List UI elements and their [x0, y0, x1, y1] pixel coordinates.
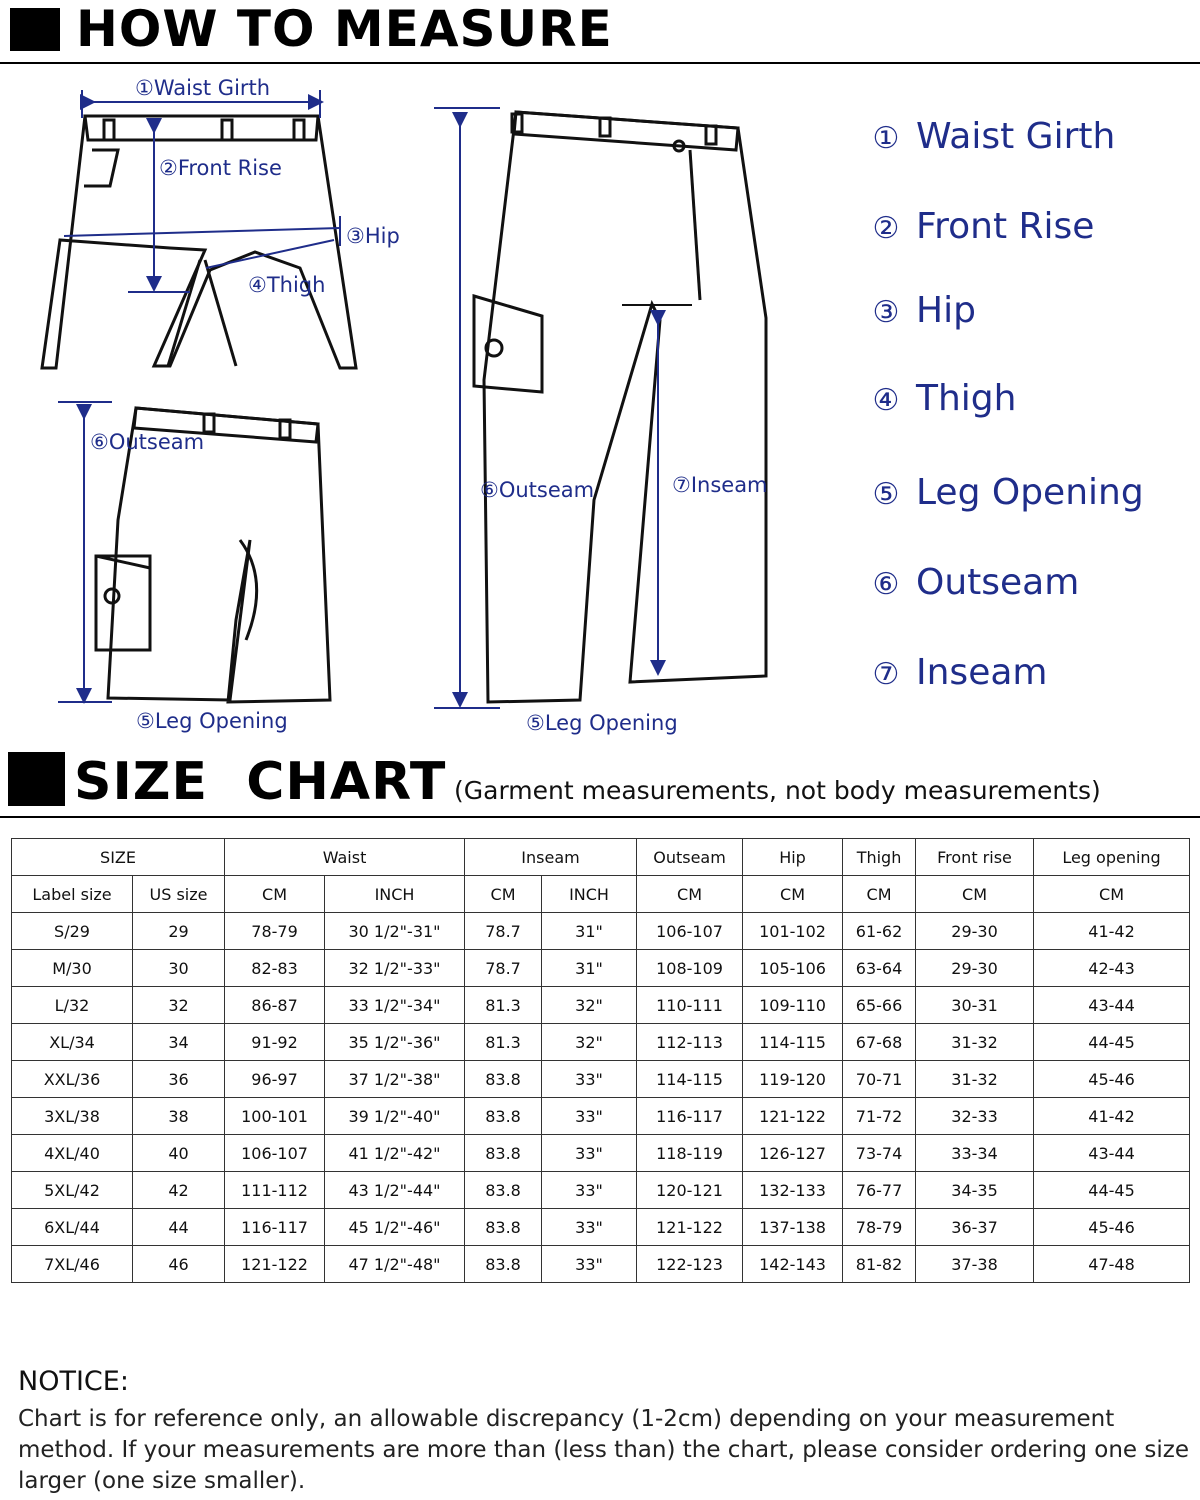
table-cell: 120-121	[637, 1172, 743, 1209]
legend-item-thigh	[866, 378, 1016, 424]
table-group-header-row	[12, 839, 1190, 876]
table-cell: 109-110	[743, 987, 843, 1024]
legend-item-waist-girth	[866, 116, 1115, 162]
table-cell: 126-127	[743, 1135, 843, 1172]
legend-number: ④	[872, 383, 900, 418]
table-cell: 33"	[542, 1246, 637, 1283]
table-cell: 116-117	[637, 1098, 743, 1135]
legend-number: ①	[872, 121, 900, 156]
legend-number: ②	[872, 211, 900, 246]
table-cell: 114-115	[637, 1061, 743, 1098]
table-cell: 108-109	[637, 950, 743, 987]
table-cell: 121-122	[637, 1209, 743, 1246]
table-cell: 45-46	[1034, 1061, 1190, 1098]
table-cell: 41 1/2"-42"	[325, 1135, 465, 1172]
legend-label: Inseam	[916, 652, 1048, 693]
table-row	[12, 1209, 1190, 1246]
table-cell: 83.8	[465, 1246, 542, 1283]
table-cell: 39 1/2"-40"	[325, 1098, 465, 1135]
subheader-cell: CM	[1034, 876, 1190, 913]
table-cell: 33"	[542, 1209, 637, 1246]
table-cell: 83.8	[465, 1135, 542, 1172]
table-cell: 41-42	[1034, 1098, 1190, 1135]
measurement-diagram	[0, 64, 1200, 754]
legend-item-outseam	[866, 562, 1079, 608]
table-cell: M/30	[12, 950, 133, 987]
legend-label: Outseam	[916, 562, 1080, 603]
table-cell: 44-45	[1034, 1172, 1190, 1209]
subheader-cell: US size	[133, 876, 225, 913]
table-cell: L/32	[12, 987, 133, 1024]
table-cell: 29	[133, 913, 225, 950]
label-leg-opening-left: ⑤Leg Opening	[136, 709, 288, 733]
table-row	[12, 1135, 1190, 1172]
legend-label: Front Rise	[916, 206, 1095, 247]
table-cell: 43-44	[1034, 1135, 1190, 1172]
table-row	[12, 1246, 1190, 1283]
table-cell: S/29	[12, 913, 133, 950]
subheader-cell: CM	[465, 876, 542, 913]
table-cell: 101-102	[743, 913, 843, 950]
header-hip: Hip	[743, 839, 843, 876]
header-front-rise: Front rise	[916, 839, 1034, 876]
subheader-cell: INCH	[325, 876, 465, 913]
table-cell: 40	[133, 1135, 225, 1172]
table-cell: 121-122	[225, 1246, 325, 1283]
subheader-cell: Label size	[12, 876, 133, 913]
front-view-pants	[42, 116, 356, 368]
table-cell: 118-119	[637, 1135, 743, 1172]
table-cell: 31"	[542, 950, 637, 987]
table-cell: 111-112	[225, 1172, 325, 1209]
table-cell: 43-44	[1034, 987, 1190, 1024]
table-cell: 45-46	[1034, 1209, 1190, 1246]
table-row	[12, 987, 1190, 1024]
table-cell: 81.3	[465, 987, 542, 1024]
how-to-measure-title: HOW TO MEASURE	[76, 0, 613, 58]
legend-label: Thigh	[916, 378, 1017, 419]
table-cell: 31-32	[916, 1024, 1034, 1061]
subheader-cell: CM	[743, 876, 843, 913]
table-cell: 37 1/2"-38"	[325, 1061, 465, 1098]
table-cell: 33 1/2"-34"	[325, 987, 465, 1024]
table-cell: 142-143	[743, 1246, 843, 1283]
table-cell: 6XL/44	[12, 1209, 133, 1246]
label-leg-opening-right: ⑤Leg Opening	[526, 711, 678, 735]
table-cell: 82-83	[225, 950, 325, 987]
label-thigh: ④Thigh	[248, 273, 326, 297]
table-cell: 105-106	[743, 950, 843, 987]
table-cell: 33-34	[916, 1135, 1034, 1172]
header-leg-opening: Leg opening	[1034, 839, 1190, 876]
table-cell: 41-42	[1034, 913, 1190, 950]
table-cell: 91-92	[225, 1024, 325, 1061]
table-cell: 46	[133, 1246, 225, 1283]
size-chart-title: SIZE CHART	[74, 752, 447, 812]
long-cargo-pants	[474, 112, 766, 702]
table-cell: 61-62	[843, 913, 916, 950]
label-inseam-right: ⑦Inseam	[672, 473, 768, 497]
subheader-cell: CM	[843, 876, 916, 913]
subheader-cell: CM	[637, 876, 743, 913]
table-cell: 42	[133, 1172, 225, 1209]
table-cell: 5XL/42	[12, 1172, 133, 1209]
label-outseam-right: ⑥Outseam	[480, 478, 595, 502]
header-size: SIZE	[12, 839, 225, 876]
table-cell: 7XL/46	[12, 1246, 133, 1283]
legend-label: Hip	[916, 290, 976, 331]
size-chart-table	[11, 838, 1190, 1283]
table-cell: 70-71	[843, 1061, 916, 1098]
table-cell: 83.8	[465, 1061, 542, 1098]
table-cell: 47 1/2"-48"	[325, 1246, 465, 1283]
legend-number: ⑤	[872, 477, 900, 512]
table-cell: 33"	[542, 1135, 637, 1172]
table-cell: 32	[133, 987, 225, 1024]
table-cell: 114-115	[743, 1024, 843, 1061]
notice-title: NOTICE:	[18, 1366, 129, 1397]
table-cell: 4XL/40	[12, 1135, 133, 1172]
table-cell: 32-33	[916, 1098, 1034, 1135]
table-cell: 45 1/2"-46"	[325, 1209, 465, 1246]
table-cell: 33"	[542, 1172, 637, 1209]
table-cell: 65-66	[843, 987, 916, 1024]
table-cell: 106-107	[637, 913, 743, 950]
table-cell: 83.8	[465, 1209, 542, 1246]
label-waist-girth: ①Waist Girth	[135, 76, 271, 100]
table-row	[12, 913, 1190, 950]
legend-number: ③	[872, 295, 900, 330]
legend-item-front-rise	[866, 206, 1094, 252]
header-thigh: Thigh	[843, 839, 916, 876]
table-cell: 31-32	[916, 1061, 1034, 1098]
table-cell: 30 1/2"-31"	[325, 913, 465, 950]
table-row	[12, 1098, 1190, 1135]
table-cell: 36-37	[916, 1209, 1034, 1246]
table-cell: 116-117	[225, 1209, 325, 1246]
subheader-cell: CM	[916, 876, 1034, 913]
table-cell: 122-123	[637, 1246, 743, 1283]
table-cell: 35 1/2"-36"	[325, 1024, 465, 1061]
table-cell: 42-43	[1034, 950, 1190, 987]
table-cell: 78.7	[465, 950, 542, 987]
table-cell: 44	[133, 1209, 225, 1246]
legend-label: Leg Opening	[916, 472, 1144, 513]
table-cell: 83.8	[465, 1098, 542, 1135]
table-row	[12, 950, 1190, 987]
notice-body: Chart is for reference only, an allowable discrepancy (1-2cm) depending on your measurement method. If your measurements are more than (less than) the chart, please consider ordering one size larger (one size smaller).	[18, 1406, 1189, 1494]
table-cell: 71-72	[843, 1098, 916, 1135]
table-cell: 137-138	[743, 1209, 843, 1246]
table-cell: 78-79	[225, 913, 325, 950]
table-cell: 83.8	[465, 1172, 542, 1209]
table-cell: 43 1/2"-44"	[325, 1172, 465, 1209]
table-cell: 47-48	[1034, 1246, 1190, 1283]
label-outseam-left: ⑥Outseam	[90, 430, 205, 454]
legend-number: ⑥	[872, 567, 900, 602]
table-cell: 119-120	[743, 1061, 843, 1098]
table-cell: 33"	[542, 1061, 637, 1098]
table-cell: 32"	[542, 1024, 637, 1061]
table-cell: 30	[133, 950, 225, 987]
table-cell: 32"	[542, 987, 637, 1024]
table-cell: 112-113	[637, 1024, 743, 1061]
table-cell: 132-133	[743, 1172, 843, 1209]
table-cell: 78-79	[843, 1209, 916, 1246]
legend-item-leg-opening	[866, 472, 1144, 518]
table-cell: 36	[133, 1061, 225, 1098]
table-cell: 100-101	[225, 1098, 325, 1135]
legend-item-inseam	[866, 652, 1047, 698]
table-cell: XXL/36	[12, 1061, 133, 1098]
table-cell: 29-30	[916, 950, 1034, 987]
table-cell: 32 1/2"-33"	[325, 950, 465, 987]
table-cell: 37-38	[916, 1246, 1034, 1283]
table-row	[12, 1172, 1190, 1209]
table-cell: 67-68	[843, 1024, 916, 1061]
table-cell: 121-122	[743, 1098, 843, 1135]
table-cell: 33"	[542, 1098, 637, 1135]
table-cell: 30-31	[916, 987, 1034, 1024]
header-outseam: Outseam	[637, 839, 743, 876]
table-cell: 34-35	[916, 1172, 1034, 1209]
table-cell: 34	[133, 1024, 225, 1061]
table-cell: 106-107	[225, 1135, 325, 1172]
table-cell: 81.3	[465, 1024, 542, 1061]
table-row	[12, 1061, 1190, 1098]
legend-number: ⑦	[872, 657, 900, 692]
table-cell: 63-64	[843, 950, 916, 987]
table-cell: 78.7	[465, 913, 542, 950]
table-cell: XL/34	[12, 1024, 133, 1061]
legend-item-hip	[866, 290, 976, 336]
legend-label: Waist Girth	[916, 116, 1116, 157]
header-waist: Waist	[225, 839, 465, 876]
table-body	[12, 913, 1190, 1283]
table-cell: 81-82	[843, 1246, 916, 1283]
subheader-cell: INCH	[542, 876, 637, 913]
size-chart-subtitle: (Garment measurements, not body measurements)	[454, 776, 1101, 805]
table-cell: 31"	[542, 913, 637, 950]
table-cell: 86-87	[225, 987, 325, 1024]
table-cell: 96-97	[225, 1061, 325, 1098]
pants-illustrations	[0, 64, 1200, 754]
table-cell: 38	[133, 1098, 225, 1135]
table-cell: 110-111	[637, 987, 743, 1024]
table-cell: 44-45	[1034, 1024, 1190, 1061]
table-cell: 73-74	[843, 1135, 916, 1172]
subheader-cell: CM	[225, 876, 325, 913]
size-chart-square-icon	[8, 752, 65, 806]
table-sub-header-row	[12, 876, 1190, 913]
label-front-rise: ②Front Rise	[159, 156, 282, 180]
table-cell: 76-77	[843, 1172, 916, 1209]
label-hip: ③Hip	[346, 224, 400, 248]
how-to-measure-square-icon	[10, 8, 60, 51]
table-cell: 3XL/38	[12, 1098, 133, 1135]
table-row	[12, 1024, 1190, 1061]
table-cell: 29-30	[916, 913, 1034, 950]
size-chart-rule	[0, 816, 1200, 818]
header-inseam: Inseam	[465, 839, 637, 876]
